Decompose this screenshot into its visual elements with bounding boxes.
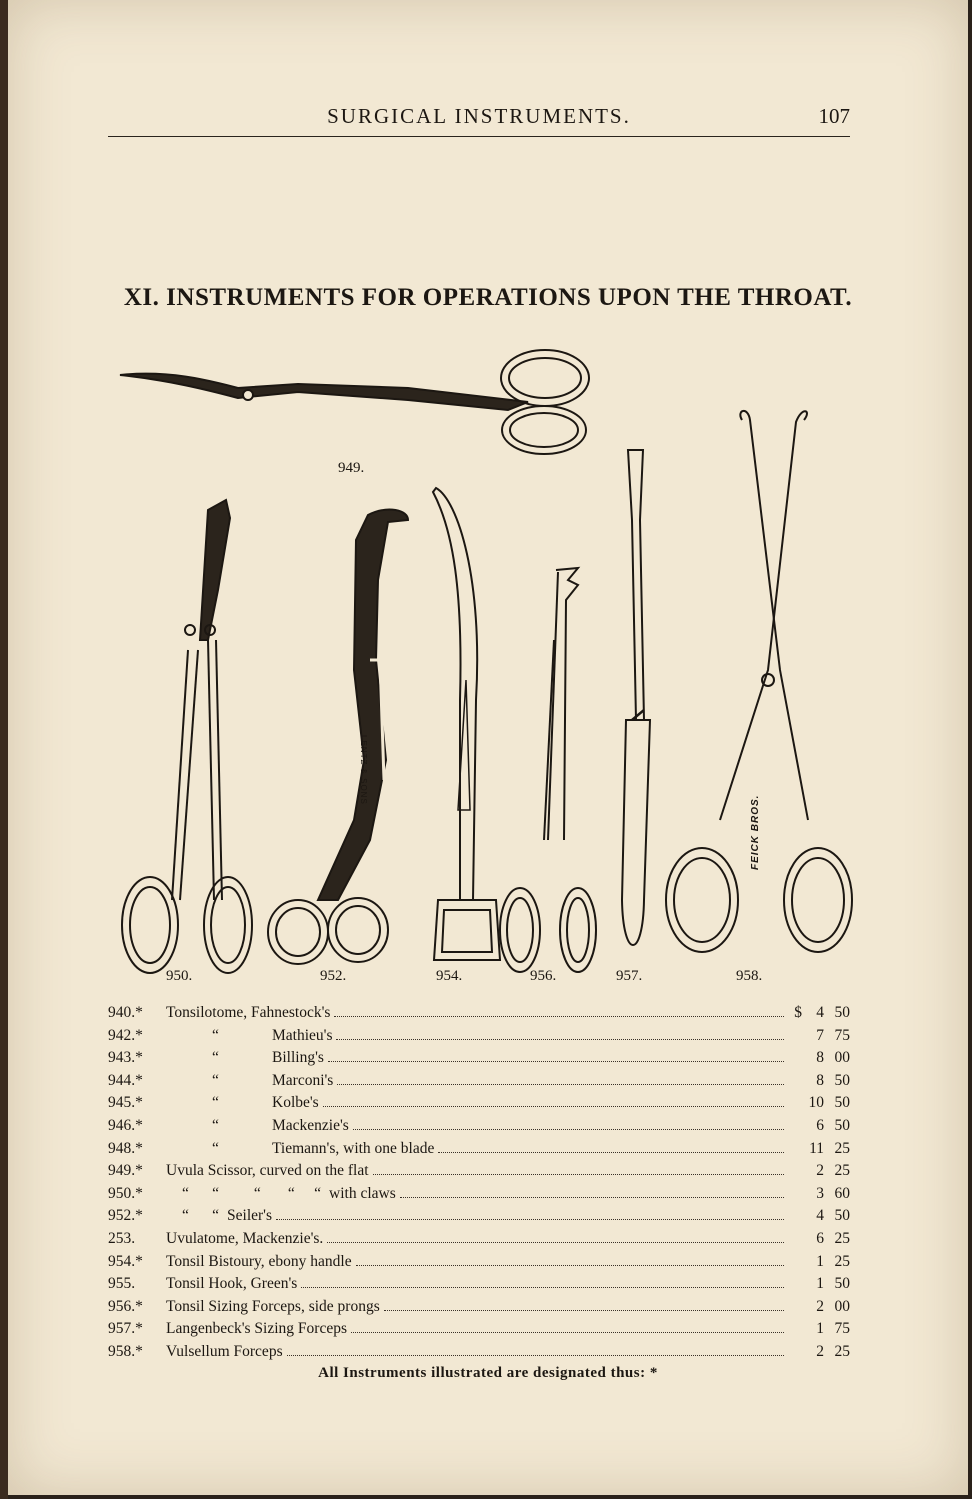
dot-leader (328, 1061, 784, 1062)
price-dollars: 2 (816, 1162, 824, 1180)
price-cents: 50 (834, 1004, 850, 1021)
instrument-illustration-plate (108, 340, 868, 1000)
uvula-scissor-drawing (120, 350, 589, 454)
price-list-row (108, 1072, 850, 1095)
seiler-scissor-drawing (268, 510, 408, 964)
price-cents: 00 (834, 1297, 850, 1315)
price-cents: 00 (834, 1049, 850, 1067)
price-list-row (108, 1117, 850, 1140)
figure-label-949: 949. (338, 460, 365, 476)
price-dollars: 1 (816, 1275, 824, 1293)
price-list-row (108, 1004, 850, 1027)
price-list-row (108, 1185, 850, 1208)
item-price (788, 1230, 850, 1248)
maker-mark-feick: FEICK BROS. (750, 794, 761, 870)
figure-label-956: 956. (530, 968, 557, 984)
ditto-mark: “ (212, 1139, 219, 1157)
price-list-row (108, 1162, 850, 1185)
dot-leader (356, 1265, 784, 1266)
price-cents: 25 (834, 1229, 850, 1247)
ditto-mark: “ “ (182, 1207, 220, 1225)
price-dollars: 4 (816, 1207, 824, 1225)
price-cents: 50 (834, 1094, 850, 1112)
dot-leader (287, 1355, 784, 1356)
item-price (788, 1140, 850, 1158)
dot-leader (334, 1016, 784, 1017)
price-list-row (108, 1298, 850, 1321)
ditto-mark: “ (212, 1026, 219, 1044)
item-price (788, 1072, 850, 1090)
price-cents: 25 (834, 1342, 850, 1360)
ditto-mark: “ (212, 1071, 219, 1089)
item-number: 948.* (108, 1139, 143, 1157)
item-number: 954.* (108, 1252, 143, 1270)
figure-label-950: 950. (166, 968, 193, 984)
item-price (788, 1162, 850, 1180)
item-price (788, 1049, 850, 1067)
dot-leader (351, 1332, 784, 1333)
price-cents: 60 (834, 1184, 850, 1202)
dot-leader (384, 1310, 784, 1311)
price-dollars: 8 (816, 1071, 824, 1089)
ditto-mark: “ (212, 1094, 219, 1112)
item-description: Uvula Scissor, curved on the flat (166, 1162, 369, 1180)
price-dollars: 8 (816, 1049, 824, 1067)
price-dollars: 3 (816, 1184, 824, 1202)
dot-leader (301, 1287, 784, 1288)
figure-label-954: 954. (436, 968, 463, 984)
instrument-engravings (108, 340, 868, 1000)
ditto-mark: “ (212, 1116, 219, 1134)
price-list (108, 1004, 850, 1366)
item-description: Billing's (272, 1049, 324, 1067)
price-list-row (108, 1049, 850, 1072)
item-price (788, 1275, 850, 1293)
item-number: 943.* (108, 1049, 143, 1067)
price-cents: 25 (834, 1162, 850, 1180)
ditto-mark: “ “ “ “ “ (182, 1184, 322, 1202)
item-number: 956.* (108, 1297, 143, 1315)
tonsil-sizing-forceps-drawing (500, 568, 596, 972)
dot-leader (336, 1039, 784, 1040)
price-cents: 75 (834, 1320, 850, 1338)
price-list-row (108, 1320, 850, 1343)
header-title: SURGICAL INSTRUMENTS. (327, 104, 631, 128)
item-price (788, 1004, 850, 1022)
footnote: All Instruments illustrated are designated thus: * (318, 1365, 658, 1381)
maker-mark-lentz: LENTZ & SONS (359, 735, 368, 805)
dot-leader (400, 1197, 784, 1198)
item-description: Langenbeck's Sizing Forceps (166, 1320, 347, 1338)
price-cents: 25 (834, 1139, 850, 1157)
figure-label-957: 957. (616, 968, 643, 984)
item-description: Vulsellum Forceps (166, 1342, 283, 1360)
item-number: 952.* (108, 1207, 143, 1225)
item-description: with claws (329, 1184, 396, 1202)
price-dollars: 2 (816, 1297, 824, 1315)
price-cents: 25 (834, 1252, 850, 1270)
langenbeck-forceps-drawing (622, 450, 650, 945)
price-cents: 50 (834, 1275, 850, 1293)
price-dollars: 4 (816, 1004, 824, 1021)
figure-label-952: 952. (320, 968, 347, 984)
price-list-row (108, 1207, 850, 1230)
item-description: Kolbe's (272, 1094, 319, 1112)
price-dollars: 6 (816, 1229, 824, 1247)
page-number: 107 (818, 104, 850, 128)
item-description: Tiemann's, with one blade (272, 1139, 435, 1157)
item-description: Uvulatome, Mackenzie's. (166, 1229, 324, 1247)
price-list-row (108, 1275, 850, 1298)
item-price (788, 1320, 850, 1338)
item-description: Tonsilotome, Fahnestock's (166, 1004, 331, 1021)
ditto-mark: “ (212, 1049, 219, 1067)
price-dollars: 6 (816, 1116, 824, 1134)
tonsil-bistoury-drawing (433, 488, 500, 960)
item-number: 957.* (108, 1320, 143, 1338)
price-dollars: 1 (816, 1320, 824, 1338)
price-dollars: 7 (816, 1026, 824, 1044)
item-description: Tonsil Bistoury, ebony handle (166, 1252, 352, 1270)
price-cents: 50 (834, 1207, 850, 1225)
item-number: 253. (108, 1229, 136, 1247)
item-number: 950.* (108, 1184, 143, 1202)
price-cents: 50 (834, 1071, 850, 1089)
price-dollars: 1 (816, 1252, 824, 1270)
item-description: Tonsil Hook, Green's (166, 1275, 298, 1293)
item-description: Seiler's (227, 1207, 272, 1225)
item-description: Mathieu's (272, 1026, 333, 1044)
price-dollars: 11 (809, 1139, 824, 1157)
item-price (788, 1298, 850, 1316)
dot-leader (438, 1152, 784, 1153)
dot-leader (373, 1174, 784, 1175)
price-cents: 50 (834, 1116, 850, 1134)
item-price (788, 1027, 850, 1045)
price-list-row (108, 1027, 850, 1050)
item-number: 949.* (108, 1162, 143, 1180)
dot-leader (327, 1242, 784, 1243)
price-list-row (108, 1253, 850, 1276)
item-number: 944.* (108, 1071, 143, 1089)
item-number: 958.* (108, 1342, 143, 1360)
price-list-row (108, 1140, 850, 1163)
item-price (788, 1207, 850, 1225)
price-list-row (108, 1343, 850, 1366)
book-spine-edge (0, 0, 8, 1499)
price-dollars: 2 (816, 1342, 824, 1360)
dot-leader (337, 1084, 784, 1085)
item-number: 945.* (108, 1094, 143, 1112)
item-number: 940.* (108, 1004, 143, 1021)
item-price (788, 1094, 850, 1112)
item-price (788, 1117, 850, 1135)
item-price (788, 1185, 850, 1203)
currency-sign: $ (794, 1004, 802, 1021)
dot-leader (276, 1219, 784, 1220)
vulsellum-forceps-drawing (666, 411, 852, 952)
price-dollars: 10 (808, 1094, 824, 1112)
dot-leader (353, 1129, 784, 1130)
scissor-with-claws-drawing (122, 500, 252, 973)
item-number: 946.* (108, 1116, 143, 1134)
price-cents: 75 (834, 1026, 850, 1044)
item-price (788, 1343, 850, 1361)
catalog-page (8, 0, 968, 1495)
item-number: 942.* (108, 1026, 143, 1044)
item-description: Tonsil Sizing Forceps, side prongs (166, 1297, 380, 1315)
running-header (108, 100, 850, 137)
figure-label-958: 958. (736, 968, 763, 984)
item-description: Mackenzie's (272, 1116, 349, 1134)
item-number: 955. (108, 1275, 136, 1293)
item-price (788, 1253, 850, 1271)
price-list-row (108, 1230, 850, 1253)
item-description: Marconi's (272, 1071, 334, 1089)
price-list-row (108, 1094, 850, 1117)
dot-leader (323, 1106, 784, 1107)
section-heading: XI. INSTRUMENTS FOR OPERATIONS UPON THE THROAT. (123, 284, 853, 311)
